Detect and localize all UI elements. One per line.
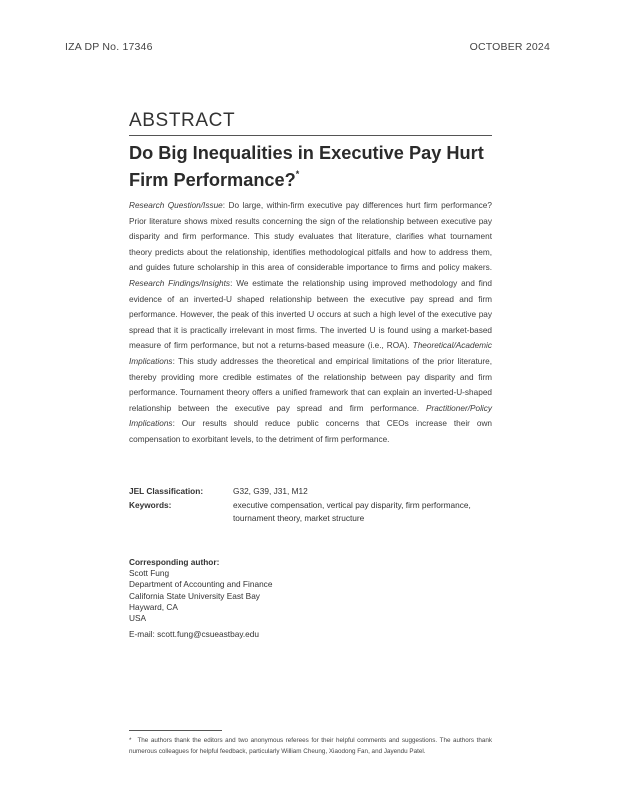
paper-title: [129, 142, 499, 192]
abstract-text: : This study addresses the theoretical and empirical limitations of the prior literature, thereby providing more credible estimates of the relationship between pay disparity and firm performance. Tournament theory offers a unified framework that can explain an inverted-U-shaped relationship between the executive pay spread and firm performance.: [129, 356, 492, 413]
author-email: E-mail: scott.fung@csueastbay.edu: [129, 629, 260, 640]
paper-title-text: Do Big Inequalities in Executive Pay Hurt Firm Performance?: [129, 143, 484, 191]
keywords-list: executive compensation, vertical pay disparity, firm performance, tournament theory, market structure: [233, 500, 471, 523]
author-name: Scott Fung: [129, 568, 170, 579]
footnote-text: The authors thank the editors and two anonymous referees for their helpful comments and suggestions. The authors thank numerous colleagues for helpful feedback, particularly William Cheung, Xiaodong Fan, and Jayendu Patel.: [129, 737, 492, 756]
footnote: [129, 735, 492, 758]
jel-row: [129, 485, 492, 497]
jel-label: JEL Classification:: [129, 486, 204, 496]
abstract-label-research-findings: Research Findings/Insights: [129, 278, 231, 288]
title-footnote-marker: *: [295, 169, 300, 179]
abstract-body: [129, 198, 492, 448]
abstract-text: : We estimate the relationship using improved methodology and find evidence of an inverted-U shaped relationship between the executive pay spread and firm performance. However, the peak of this inverted U occurs at such a high level of the executive pay spread that it is practically irrelevant in most firms. The inverted U is found using a market-based measure of firm performance, but not a returns-based measure (i.e., ROA).: [129, 278, 492, 351]
keywords-row: [129, 499, 492, 524]
author-city: Hayward, CA: [129, 601, 178, 612]
corresponding-author-block: [129, 557, 492, 640]
section-heading-abstract: ABSTRACT: [129, 110, 236, 131]
jel-codes: G32, G39, J31, M12: [233, 486, 308, 496]
paper-series-number: IZA DP No. 17346: [65, 41, 153, 53]
keywords-label: Keywords:: [129, 500, 172, 511]
abstract-text: : Do large, within-firm executive pay differences hurt firm performance? Prior literature shows mixed results concerning the sign of the relationship between executive pay disparity and firm performance. This study evaluates that literature, clarifies what tournament theory predicts about the relationship, identifies methodological pitfalls and how to address them, and guides future scholarship in this area of considerable importance to firms and policy makers.: [129, 201, 492, 273]
abstract-label-policy-implications: Practitioner/Policy Implications: [129, 403, 492, 429]
abstract-label-research-question: Research Question/Issue: [129, 201, 223, 210]
footnote-marker: *: [129, 737, 132, 744]
corresponding-author-heading: Corresponding author:: [129, 557, 220, 567]
abstract-label-theoretical-implications: Theoretical/Academic Implications: [129, 341, 492, 366]
author-department: Department of Accounting and Finance: [129, 579, 273, 590]
publication-date: OCTOBER 2024: [469, 41, 550, 53]
classification-block: [129, 485, 492, 526]
heading-divider: [129, 135, 492, 136]
footnote-divider: [129, 730, 222, 731]
author-country: USA: [129, 613, 147, 624]
abstract-text: : Our results should reduce public concerns that CEOs increase their own compensation to exorbitant levels, to the detriment of firm performance.: [129, 419, 492, 444]
author-institution: California State University East Bay: [129, 590, 260, 601]
